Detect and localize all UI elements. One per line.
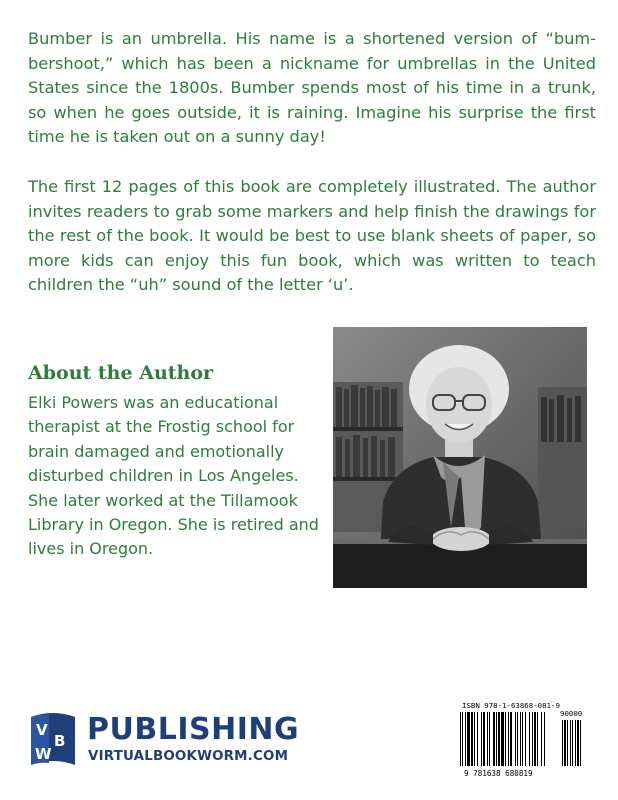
publisher-url: VIRTUALBOOKWORM.COM xyxy=(88,749,289,764)
about-author-heading: About the Author xyxy=(28,362,214,384)
description-paragraph-2: The first 12 pages of this book are completely illustrated. The author invites readers to grab some markers and help finish the drawings for the rest of the book. It would be best to use blank sheets of paper, so more kids can enjoy this fun book, which was written to teach children the “uh” sound of the letter ‘u’. xyxy=(28,177,596,294)
isbn-label: ISBN 978-1-63868-081-9 xyxy=(462,701,560,710)
vbw-book-icon xyxy=(27,711,79,771)
logo-letter-v: V xyxy=(36,721,48,739)
author-bio: Elki Powers was an educational therapist at the Frostig school for brain damaged and emotionally disturbed children in Los Angeles. She later worked at the Tillamook Library in Oregon. She is retired and lives in Oregon. xyxy=(28,393,319,559)
author-photo xyxy=(333,327,587,588)
publisher-name: PUBLISHING xyxy=(87,712,300,747)
barcode-digits: 9 781638 680819 xyxy=(464,769,533,778)
description-paragraph-1: Bumber is an umbrella. His name is a shortened version of “bum-bershoot,” which has been a nickname for umbrellas in the United States since the 1800s. Bumber spends most of his time in a trunk, so when he goes outside, it is raining. Imagine his surprise the first time he is taken out on a sunny day! xyxy=(28,29,596,146)
logo-letter-w: W xyxy=(35,745,52,763)
barcode-bars xyxy=(458,710,586,770)
price-code: 90000 xyxy=(560,709,583,718)
author-photo-illustration xyxy=(333,327,587,588)
logo-letter-b: B xyxy=(54,732,66,750)
isbn-barcode xyxy=(454,696,589,780)
publisher-logo xyxy=(27,711,327,771)
